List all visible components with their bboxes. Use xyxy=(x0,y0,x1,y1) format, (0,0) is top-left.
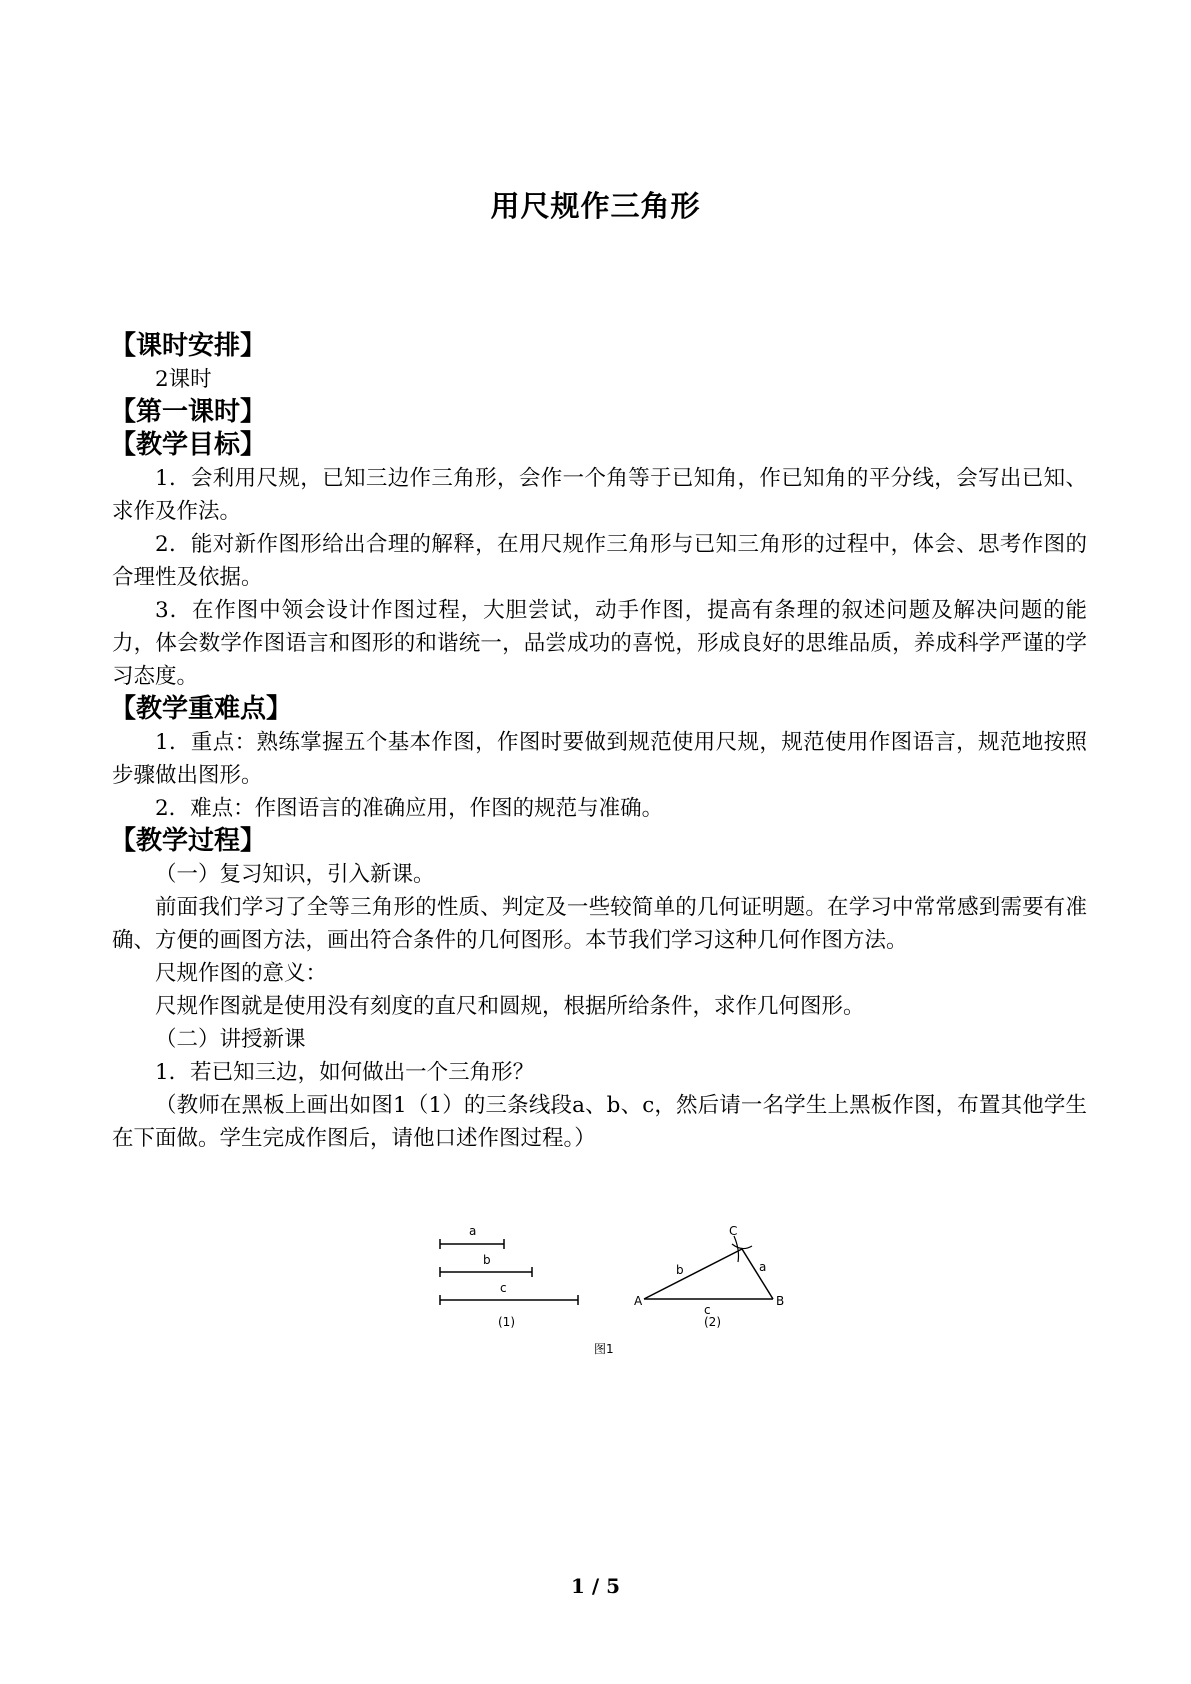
paragraph: 2．难点：作图语言的准确应用，作图的规范与准确。 xyxy=(155,796,664,821)
vertex-label-b: B xyxy=(776,1294,785,1308)
section-heading-process: 【教学过程】 xyxy=(110,826,267,856)
document-title: 用尺规作三角形 xyxy=(490,189,701,223)
segment-label-c: c xyxy=(500,1281,507,1295)
figure-1 xyxy=(436,1222,816,1362)
segment-b xyxy=(440,1267,532,1277)
triangle-abc xyxy=(644,1249,773,1299)
paragraph: （一）复习知识，引入新课。 xyxy=(155,862,435,887)
figure-caption: 图1 xyxy=(594,1342,614,1356)
total-pages: 5 xyxy=(606,1574,621,1598)
part1-caption: (1) xyxy=(498,1315,515,1329)
paragraph: 1．会利用尺规，已知三边作三角形，会作一个角等于已知角，作已知角的平分线，会写出已知、求作及作法。 xyxy=(112,466,1087,524)
section-heading-objectives: 【教学目标】 xyxy=(110,430,267,460)
paragraph: 前面我们学习了全等三角形的性质、判定及一些较简单的几何证明题。在学习中常常感到需要有准确、方便的画图方法，画出符合条件的几何图形。本节我们学习这种几何作图方法。 xyxy=(112,895,1087,953)
paragraph: 3．在作图中领会设计作图过程，大胆尝试，动手作图，提高有条理的叙述问题及解决问题的能力，体会数学作图语言和图形的和谐统一，品尝成功的喜悦，形成良好的思维品质，养成科学严谨的学习态度。 xyxy=(112,598,1087,689)
vertex-label-c: C xyxy=(729,1224,738,1238)
paragraph: 1．若已知三边，如何做出一个三角形？ xyxy=(155,1060,535,1085)
paragraph: 2．能对新作图形给出合理的解释，在用尺规作三角形与已知三角形的过程中，体会、思考作图的合理性及依据。 xyxy=(112,532,1087,590)
section-heading-first-lesson: 【第一课时】 xyxy=(110,397,267,427)
page-separator: / xyxy=(584,1574,607,1598)
figure-1-drawing xyxy=(436,1222,816,1362)
segment-label-b: b xyxy=(483,1253,491,1267)
paragraph: 尺规作图的意义： xyxy=(155,961,328,986)
segment-c xyxy=(440,1295,578,1305)
segment-label-a: a xyxy=(469,1224,477,1238)
side-label-b: b xyxy=(676,1263,684,1277)
side-label-a: a xyxy=(759,1260,767,1274)
part2-caption: (2) xyxy=(704,1315,721,1329)
paragraph: 尺规作图就是使用没有刻度的直尺和圆规，根据所给条件，求作几何图形。 xyxy=(155,994,865,1019)
side-label-c: c xyxy=(704,1303,711,1317)
current-page: 1 xyxy=(570,1574,585,1598)
paragraph: 2课时 xyxy=(155,367,212,392)
document-body xyxy=(112,330,1087,1155)
compass-arcs xyxy=(732,1236,752,1262)
paragraph: （教师在黑板上画出如图1（1）的三条线段a、b、c，然后请一名学生上黑板作图，布置其他学生在下面做。学生完成作图后，请他口述作图过程。） xyxy=(112,1093,1087,1151)
segment-a xyxy=(440,1239,504,1249)
section-heading-key-points: 【教学重难点】 xyxy=(110,694,293,724)
section-heading-schedule: 【课时安排】 xyxy=(110,331,267,361)
paragraph: 1．重点：熟练掌握五个基本作图，作图时要做到规范使用尺规，规范使用作图语言，规范地按照步骤做出图形。 xyxy=(112,730,1087,788)
vertex-label-a: A xyxy=(634,1294,643,1308)
page-number xyxy=(0,1574,1191,1598)
paragraph: （二）讲授新课 xyxy=(155,1027,306,1052)
